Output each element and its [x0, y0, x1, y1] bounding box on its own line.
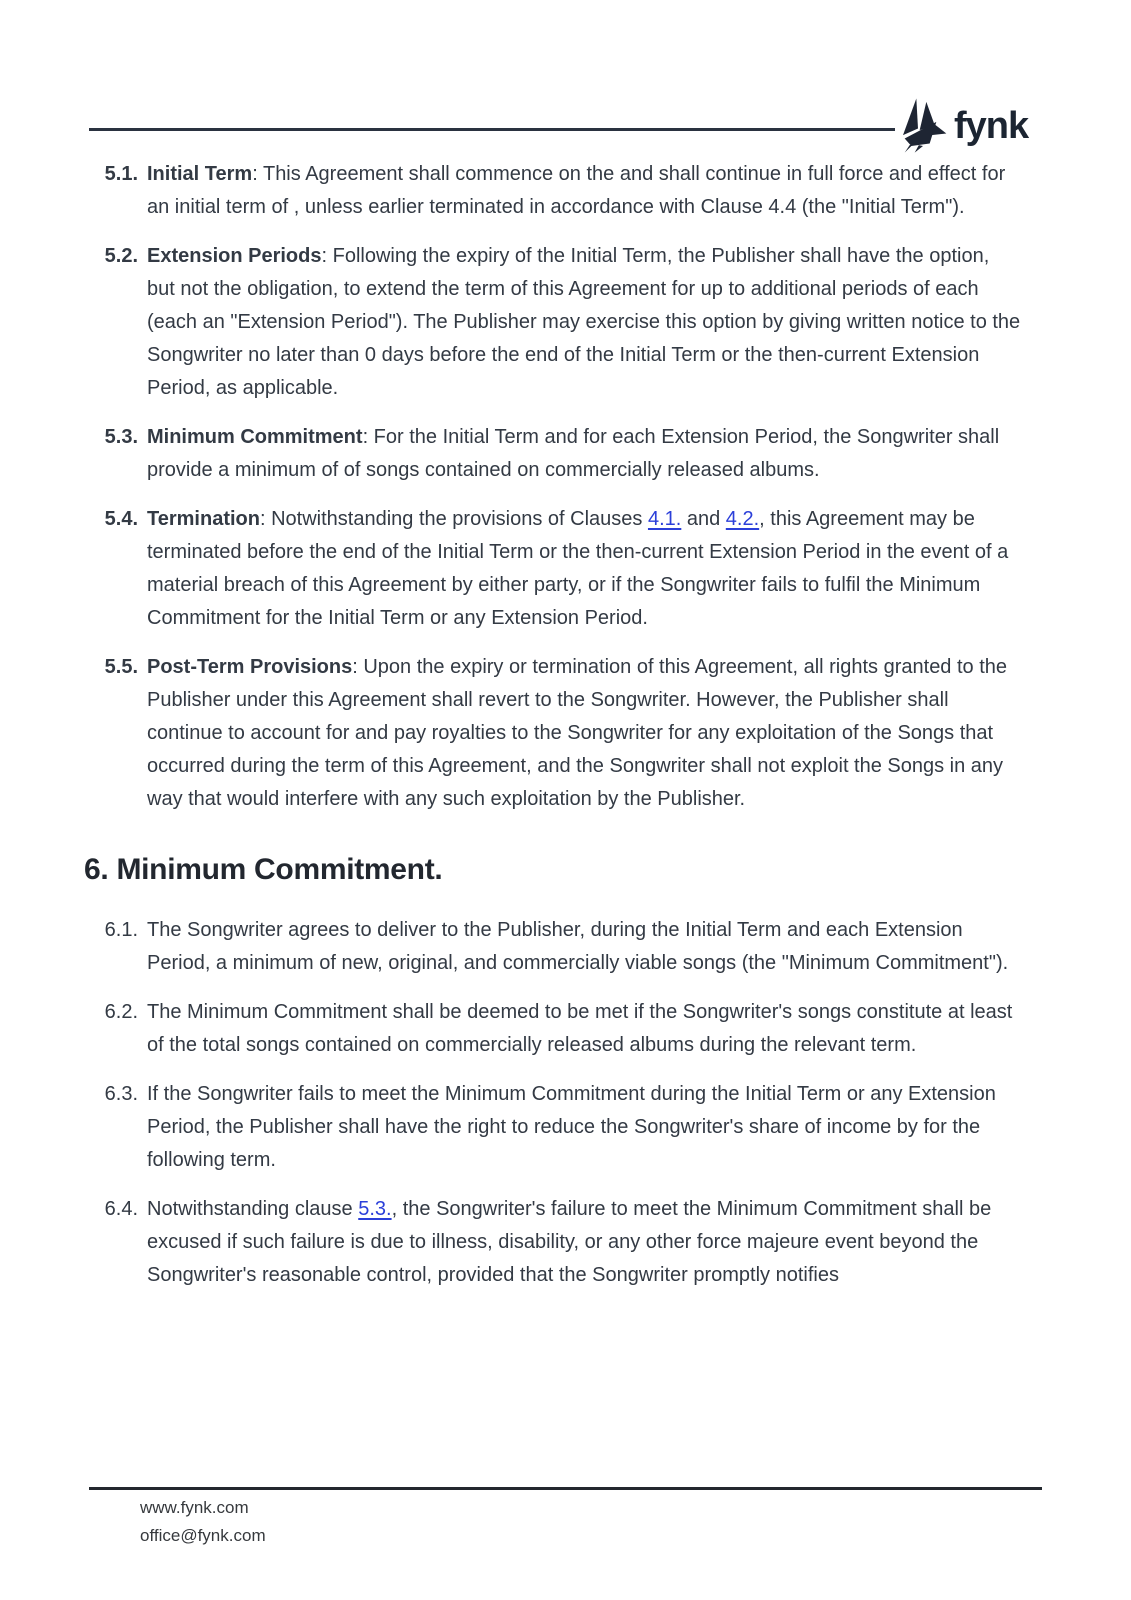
clause-number: 6.2.	[104, 1001, 138, 1023]
footer-email: office@fynk.com	[140, 1526, 266, 1545]
clause-text	[147, 996, 1022, 1062]
clause-number: 5.4.	[104, 508, 138, 530]
clause-text	[147, 914, 1022, 980]
clause-link[interactable]: 4.2.	[725, 508, 760, 530]
clause-text-segment: : For the Initial Term and for each Extension Period, the Songwriter shall provide a minimum of of songs contained on commercially released albums.	[147, 426, 1000, 481]
clause-item	[89, 996, 1022, 1062]
clause-label: Termination	[147, 508, 260, 530]
page-footer	[140, 1494, 266, 1550]
clause-number: 6.1.	[104, 919, 138, 941]
clause-label: Initial Term	[147, 163, 253, 185]
clause-item	[89, 1193, 1022, 1292]
clause-item	[89, 1078, 1022, 1177]
clause-text-segment: and	[681, 508, 726, 530]
clause-label: Minimum Commitment	[147, 426, 363, 448]
clause-item	[89, 421, 1022, 487]
clause-text-segment: Notwithstanding clause	[147, 1198, 359, 1220]
clause-text	[147, 651, 1022, 816]
clause-label: Extension Periods	[147, 245, 322, 267]
clause-text	[147, 1078, 1022, 1177]
clause-text-segment: : Notwithstanding the provisions of Clauses	[259, 508, 648, 530]
clause-text-segment: , this Agreement may be terminated before the end of the Initial Term or the then-current Extension Period in the event of a material breach of this Agreement by either party, or if the Songwriter fails to fulfil the Minimum Commitment for the Initial Term or any Extension Period.	[147, 508, 1009, 629]
clause-text-segment: : Upon the expiry or termination of this Agreement, all rights granted to the Publisher under this Agreement shall revert to the Songwriter. However, the Publisher shall continue to account for and pay royalties to the Songwriter for any exploitation of the Songs that occurred during the term of this Agreement, and the Songwriter shall not exploit the Songs in any way that would interfere with any such exploitation by the Publisher.	[147, 656, 1008, 810]
footer-website: www.fynk.com	[140, 1498, 249, 1517]
clause-item	[89, 503, 1022, 635]
clause-number: 6.4.	[104, 1198, 138, 1220]
clause-number: 5.1.	[104, 163, 138, 185]
clause-number: 5.5.	[104, 656, 138, 678]
clause-text	[147, 421, 1022, 487]
clause-text-segment: The Songwriter agrees to deliver to the Publisher, during the Initial Term and each Extension Period, a minimum of new, original, and commercially viable songs (the "Minimum Commitment").	[147, 919, 1009, 974]
clause-item	[89, 158, 1022, 224]
contract-body	[84, 158, 1022, 1308]
header-rule	[89, 128, 895, 131]
clause-text	[147, 1193, 1022, 1292]
clause-label: Post-Term Provisions	[147, 656, 353, 678]
clause-text-segment: , the Songwriter's failure to meet the Minimum Commitment shall be excused if such failure is due to illness, disability, or any other force majeure event beyond the Songwriter's reasonable control, provided that the Songwriter promptly notifies	[147, 1198, 992, 1286]
section-heading: 6. Minimum Commitment.	[84, 853, 443, 886]
brand-logo	[898, 96, 1028, 156]
clause-text	[147, 158, 1022, 224]
clause-number: 5.2.	[104, 245, 138, 267]
clause-link[interactable]: 4.1.	[647, 508, 682, 530]
brand-name: fynk	[954, 105, 1029, 147]
clause-text-segment: : Following the expiry of the Initial Term, the Publisher shall have the option, but not the obligation, to extend the term of this Agreement for up to additional periods of each (each an "Extension Period"). The Publisher may exercise this option by giving written notice to the Songwriter no later than 0 days before the end of the Initial Term or the then-current Extension Period, as applicable.	[147, 245, 1021, 399]
clause-link[interactable]: 5.3.	[358, 1198, 392, 1220]
clause-text	[147, 503, 1022, 635]
clause-item	[89, 914, 1022, 980]
sections	[84, 158, 1022, 1292]
footer-rule	[89, 1487, 1042, 1490]
clause-item	[89, 240, 1022, 405]
clause-number: 6.3.	[104, 1083, 138, 1105]
clause-number: 5.3.	[104, 426, 138, 448]
clause-text-segment: If the Songwriter fails to meet the Minimum Commitment during the Initial Term or any Extension Period, the Publisher shall have the right to reduce the Songwriter's share of income by for the following term.	[147, 1083, 996, 1171]
clause-text	[147, 240, 1022, 405]
clause-text-segment: The Minimum Commitment shall be deemed to be met if the Songwriter's songs constitute at least of the total songs contained on commercially released albums during the relevant term.	[147, 1001, 1013, 1056]
clause-text-segment: : This Agreement shall commence on the and shall continue in full force and effect for an initial term of , unless earlier terminated in accordance with Clause 4.4 (the "Initial Term").	[147, 163, 1006, 218]
clause-item	[89, 651, 1022, 816]
origami-crane-icon	[898, 96, 948, 156]
